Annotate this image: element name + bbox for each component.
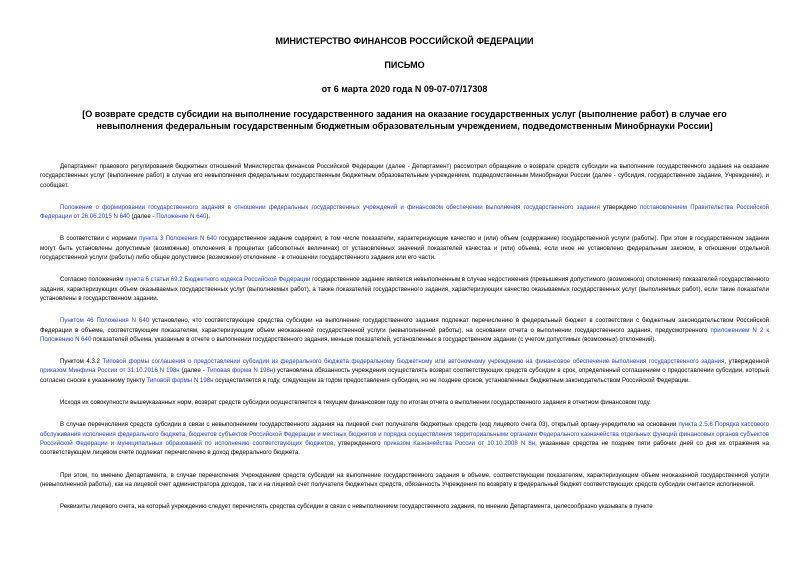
paragraph-text: В случае перечисления средств субсидии в связи с невыполнением государственного задания на лицевой счет получателя бюджетных средств (код лицевого счета 03), открытый органу-учредителю на основании — [60, 421, 679, 429]
paragraph-text: Реквизиты лицевого счета, на который учреждению следует перечислять средства субсидии в связи с невыполнением государственного задания, по мнению Департамента, целесообразно указывать в пункте — [60, 503, 653, 511]
document-link[interactable]: Типовой формы N 198н — [146, 376, 214, 384]
ministry-name: МИНИСТЕРСТВО ФИНАНСОВ РОССИЙСКОЙ ФЕДЕРАЦИИ — [275, 36, 534, 46]
paragraph — [40, 203, 769, 222]
document-body — [40, 162, 769, 511]
paragraph-text: Согласно положениям — [60, 276, 126, 284]
paragraph — [40, 275, 769, 303]
paragraph — [40, 398, 769, 407]
document-link[interactable]: Положение о формировании государственного задания в отношении федеральных государственных учреждений и финансовом обеспечении выполнения государственного задания — [60, 203, 600, 211]
paragraph — [40, 162, 769, 190]
paragraph — [40, 471, 769, 490]
document-link[interactable]: Положение N 640 — [156, 213, 207, 221]
document-link[interactable]: пункта 3 Положения N 640 — [139, 235, 217, 243]
paragraph-text: , указанные средства не позднее пяти рабочих дней со дня их отражения на соответствующем лицевом счете подлежат перечислению в доход федерального бюджета. — [40, 439, 769, 457]
paragraph — [40, 234, 769, 262]
paragraph-text: Департамент правового регулирования бюджетных отношений Министерства финансов Российской Федерации (далее - Департамент) рассмотрел обращение о возврате средств субсидии на выполнение государственного задания на оказание государственных услуг (выполнение работ) в случае его невыполнения федеральным государственным бюджетным образовательным учреждением, подведомственным Минобрнауки России (далее - субсидия, государственное задание, Учреждение), и сообщает. — [40, 163, 769, 189]
document-link[interactable]: приказом Казначейства России от 10.10.2008 N 8н — [383, 439, 536, 447]
paragraph-text: ). — [206, 213, 211, 221]
document-link[interactable]: Типовая форма N 198н — [206, 367, 274, 375]
paragraph-text: , утвержденного — [333, 439, 384, 447]
paragraph-text: показателей объема, указанные в отчете о выполнении государственного задания, меньше показателей, установленных в государственном задании (с учетом допустимых (возможных) отклонений). — [91, 335, 656, 343]
paragraph — [40, 420, 769, 457]
paragraph-text: установлено, что соответствующие средства субсидии на выполнение государственного задания подлежат перечислению в федеральный бюджет в соответствии с бюджетным законодательством Российской Федерации в объеме, соответствующем показателям, характеризующим объем неоказанной государственной услуги (невыполненной работы), на основании отчета о выполнении государственного задания, предусмотренного — [40, 317, 769, 334]
paragraph-text: В соответствии с нормами — [60, 235, 140, 243]
paragraph — [40, 316, 769, 344]
document-link[interactable]: Пунктом 46 Положения N 640 — [60, 317, 150, 325]
paragraph-text: Исходя их совокупности вышеуказанных норм, возврат средств субсидии осуществляется в текущем финансовом году по итогам отчета о выполнении государственного задания в отчетном финансовом году. — [60, 399, 651, 407]
document-link[interactable]: пункта 6 статьи 69.2 Бюджетного кодекса Российской Федерации — [125, 276, 311, 284]
document-link[interactable]: Типовой формы соглашения о предоставлении субсидии из федерального бюджета федеральному бюджетному или автономному учреждению на финансовое обеспечение выполнения государственного задания — [102, 358, 725, 366]
document-subject: [О возврате средств субсидии на выполнение государственного задания на оказание государственных услуг (выполнение работ) в случае его невыполнения федеральным государственным бюджетным образовательным учреждением, подведомственным Минобрнауки России] — [82, 109, 727, 131]
paragraph — [40, 357, 769, 385]
paragraph-text: осуществляется в году, следующем за годом предоставления субсидии, но не позднее сроков, установленных бюджетным законодательством Российской Федерации. — [213, 376, 690, 384]
document-link[interactable]: постановлением Правительства Российской Федерации от 26.06.2015 N 640 — [40, 203, 770, 221]
paragraph-text: утверждено — [599, 203, 640, 211]
paragraph-text: ) установлена обязанность учреждения осуществлять возврат соответствующих средств субсидии в срок, определенный соглашением о предоставлении субсидии, который согласно сноске к указанному пункту — [40, 367, 769, 384]
paragraph-text: При этом, по мнению Департамента, в случае перечисления Учреждением средств субсидии на выполнение государственного задания в объеме, соответствующем показателям, характеризующим объем неоказанной государственной услуги (невыполненной работы), как на лицевой счет администратора доходов, так и на лицевой счет получателя бюджетных средств, обязанность Учреждения по возврату в федеральный бюджет соответствующих средств субсидии считается исполненной. — [40, 471, 769, 488]
paragraph-text: государственное задание является невыполненным в случае недостижения (превышения допустимого (возможного) отклонения) показателей государственного задания, характеризующих объем оказываемых государственных услуг (выполняемых работ), а также показателей государственного задания, характеризующих качество оказываемых государственных услуг (выполняемых работ), если такие показатели установлены в государственном задании. — [40, 276, 769, 302]
document-link[interactable]: пункта 2.5.6 Порядка кассового обслуживания исполнения федерального бюджета, бюджетов субъектов Российской Федерации и местных бюджетов и порядка осуществления территориальными органами Федерального казначейства отдельных функций финансовых органов субъектов Российской Федерации и муниципальных образований по исполнению соответствующих бюджетов — [40, 421, 769, 447]
document-type: ПИСЬМО — [384, 60, 425, 70]
paragraph-text: (далее - — [129, 213, 157, 221]
document-link[interactable]: приложением N 2 к Положению N 640 — [40, 326, 769, 343]
paragraph-text: Пунктом 4.3.2 — [60, 358, 103, 366]
paragraph-text: , утвержденной — [724, 358, 769, 366]
paragraph-text: государственное задание содержит, в том числе показатели, характеризующие качество и (или) объем (содержание) государственной услуги (работы). При этом в государственном задании могут быть установлены допустимые (возможные) отклонения в процентах (абсолютных величинах) от установленных значений показателей качества и (или) объема, если иное не установлено федеральным законом, в отношении отдельной государственной услуги (работы) либо общее допустимое (возможное) отклонение - в отношении государственного задания или его части. — [40, 235, 769, 262]
document-link[interactable]: приказом Минфина России от 31.10.2016 N 198н — [40, 367, 180, 375]
paragraph-text: (далее - — [179, 367, 207, 375]
paragraph — [40, 502, 769, 511]
document-date: от 6 марта 2020 года N 09-07-07/17308 — [321, 84, 488, 94]
